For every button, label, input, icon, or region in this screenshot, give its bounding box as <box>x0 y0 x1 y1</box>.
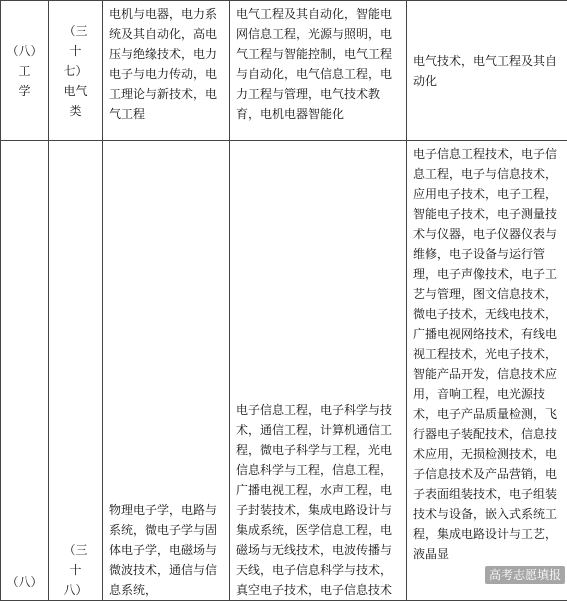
vocational-majors-cell: 电子信息工程技术，电子信息工程，电子与信息技术，应用电子技术，电子工程，智能电子技术，电子测量技术与仪器，电子仪器仪表与维修，电子设备与运行管理，电子声像技术，电子工艺与管理，图文信息技术，微电子技术，无线电技术，广播电视网络技术，有线电视工程技术，光电子技术，智能产品开发，信息技术应用，音响工程，电光源技术，电子产品质量检测，飞行器电子装配技术，信息技术应用，无损检测技术，电子信息技术及产品营销，电子表面组装技术，电子组装技术与设备，嵌入式系统工程，集成电路设计与工艺，液晶显 <box>407 141 567 601</box>
graduate-majors-cell: 物理电子学，电路与系统，微电子学与固体电子学，电磁场与微波技术，通信与信息系统， <box>103 141 230 601</box>
graduate-majors-cell: 电机与电器，电力系统及其自动化，高电压与绝缘技术，电力电子与电力传动，电工理论与新技术，电气工程 <box>103 1 230 141</box>
vocational-majors-cell: 电气技术，电气工程及其自动化 <box>407 1 567 141</box>
watermark-label: 高考志愿填报 <box>485 566 565 584</box>
category-cell: （八） 工 学 <box>1 1 49 141</box>
subclass-cell: （三 十 八） <box>49 141 103 601</box>
table-row <box>1 141 567 601</box>
undergraduate-majors-cell: 电子信息工程，电子科学与技术，通信工程，计算机通信工程，微电子科学与工程，光电信息科学与工程，信息工程，广播电视工程，水声工程，电子封装技术，集成电路设计与集成系统，医学信息工程，电磁场与无线技术，电波传播与天线，电子信息科学与技术，真空电子技术，电子信息技术 <box>230 141 407 601</box>
subclass-cell: （三 十 七） 电气 类 <box>49 1 103 141</box>
category-cell: （八） <box>1 141 49 601</box>
table-row <box>1 1 567 141</box>
undergraduate-majors-cell: 电气工程及其自动化，智能电网信息工程，光源与照明，电气工程与智能控制，电气工程与自动化，电气信息工程，电力工程与管理，电气技术教育，电机电器智能化 <box>230 1 407 141</box>
